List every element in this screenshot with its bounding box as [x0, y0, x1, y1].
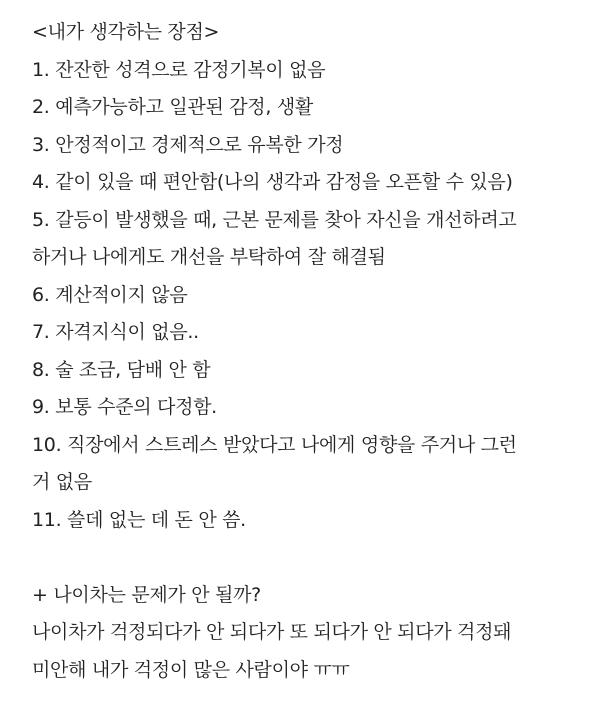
closing-line: 미안해 내가 걱정이 많은 사람이야 ㅠㅠ [32, 658, 350, 681]
list-item: 4. 같이 있을 때 편안함(나의 생각과 감정을 오픈할 수 있음) [32, 171, 513, 193]
list-item: 2. 예측가능하고 일관된 감정, 생활 [32, 96, 313, 118]
closing-line: 나이차가 걱정되다가 안 되다가 또 되다가 안 되다가 걱정돼 [32, 621, 512, 643]
blank-line [32, 539, 592, 577]
list-item: 7. 자격지식이 없음.. [32, 321, 199, 343]
list-item-continuation: 하거나 나에게도 개선을 부탁하여 잘 해결됨 [32, 246, 386, 268]
list-item-continuation: 거 없음 [32, 471, 92, 493]
list-item: 10. 직장에서 스트레스 받았다고 나에게 영향을 주거나 그런 [32, 433, 517, 456]
document-body [32, 14, 592, 689]
list-item: 6. 계산적이지 않음 [32, 283, 188, 306]
list-item: 1. 잔잔한 성격으로 감정기복이 없음 [32, 58, 326, 81]
list-item: 8. 술 조금, 담배 안 함 [32, 358, 211, 381]
list-item: 9. 보통 수준의 다정함. [32, 396, 217, 418]
question-line: + 나이차는 문제가 안 될까? [32, 583, 261, 606]
list-item: 5. 갈등이 발생했을 때, 근본 문제를 찾아 자신을 개선하려고 [32, 208, 517, 231]
list-item: 3. 안정적이고 경제적으로 유복한 가정 [32, 133, 344, 156]
heading: <내가 생각하는 장점> [32, 21, 220, 43]
list-item: 11. 쓸데 없는 데 돈 안 씀. [32, 508, 246, 531]
